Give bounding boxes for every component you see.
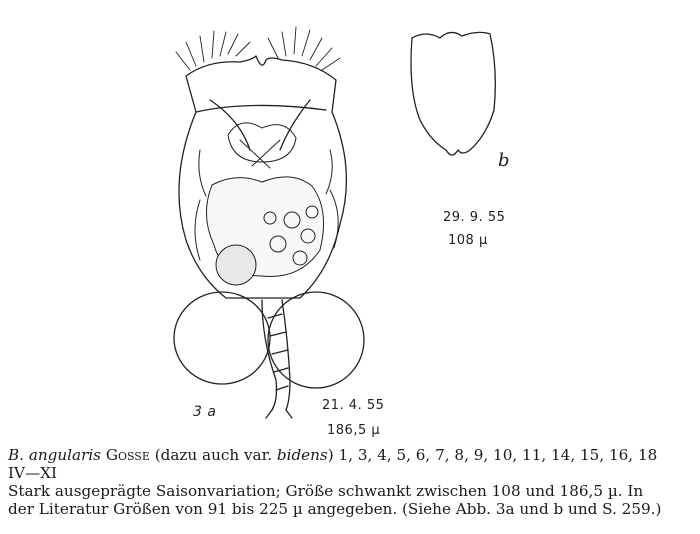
variety-name: bidens — [276, 446, 328, 464]
species-heading-line — [8, 446, 696, 464]
internal-organs-a — [195, 123, 338, 285]
variety-suffix: ) — [327, 446, 334, 464]
figure-b-size: 108 µ — [448, 233, 488, 248]
months-line: IV—XI — [8, 464, 57, 482]
description-line-2: der Literatur Größen von 91 bis 225 µ angegeben. (Siehe Abb. 3a und b und S. 259.) — [8, 500, 662, 518]
variety-prefix: (dazu auch var. — [154, 446, 273, 464]
figure-a-date: 21. 4. 55 — [322, 398, 385, 413]
figure-b-label: b — [498, 150, 511, 171]
species-author: Gosse — [105, 446, 150, 464]
description-line-1: Stark ausgeprägte Saisonvariation; Größe schwankt zwischen 108 und 186,5 µ. In — [8, 482, 644, 500]
figure-b-date: 29. 9. 55 — [443, 210, 506, 225]
species-name: B. angularis — [8, 446, 101, 464]
cilia-a — [176, 27, 340, 70]
lorica-b — [411, 32, 495, 155]
species-entry — [8, 446, 696, 518]
figure-a-label: 3 a — [193, 404, 217, 420]
figure-a-size: 186,5 µ — [327, 423, 381, 438]
locality-list: 1, 3, 4, 5, 6, 7, 8, 9, 10, 11, 14, 15, 16, 18 — [338, 446, 658, 464]
